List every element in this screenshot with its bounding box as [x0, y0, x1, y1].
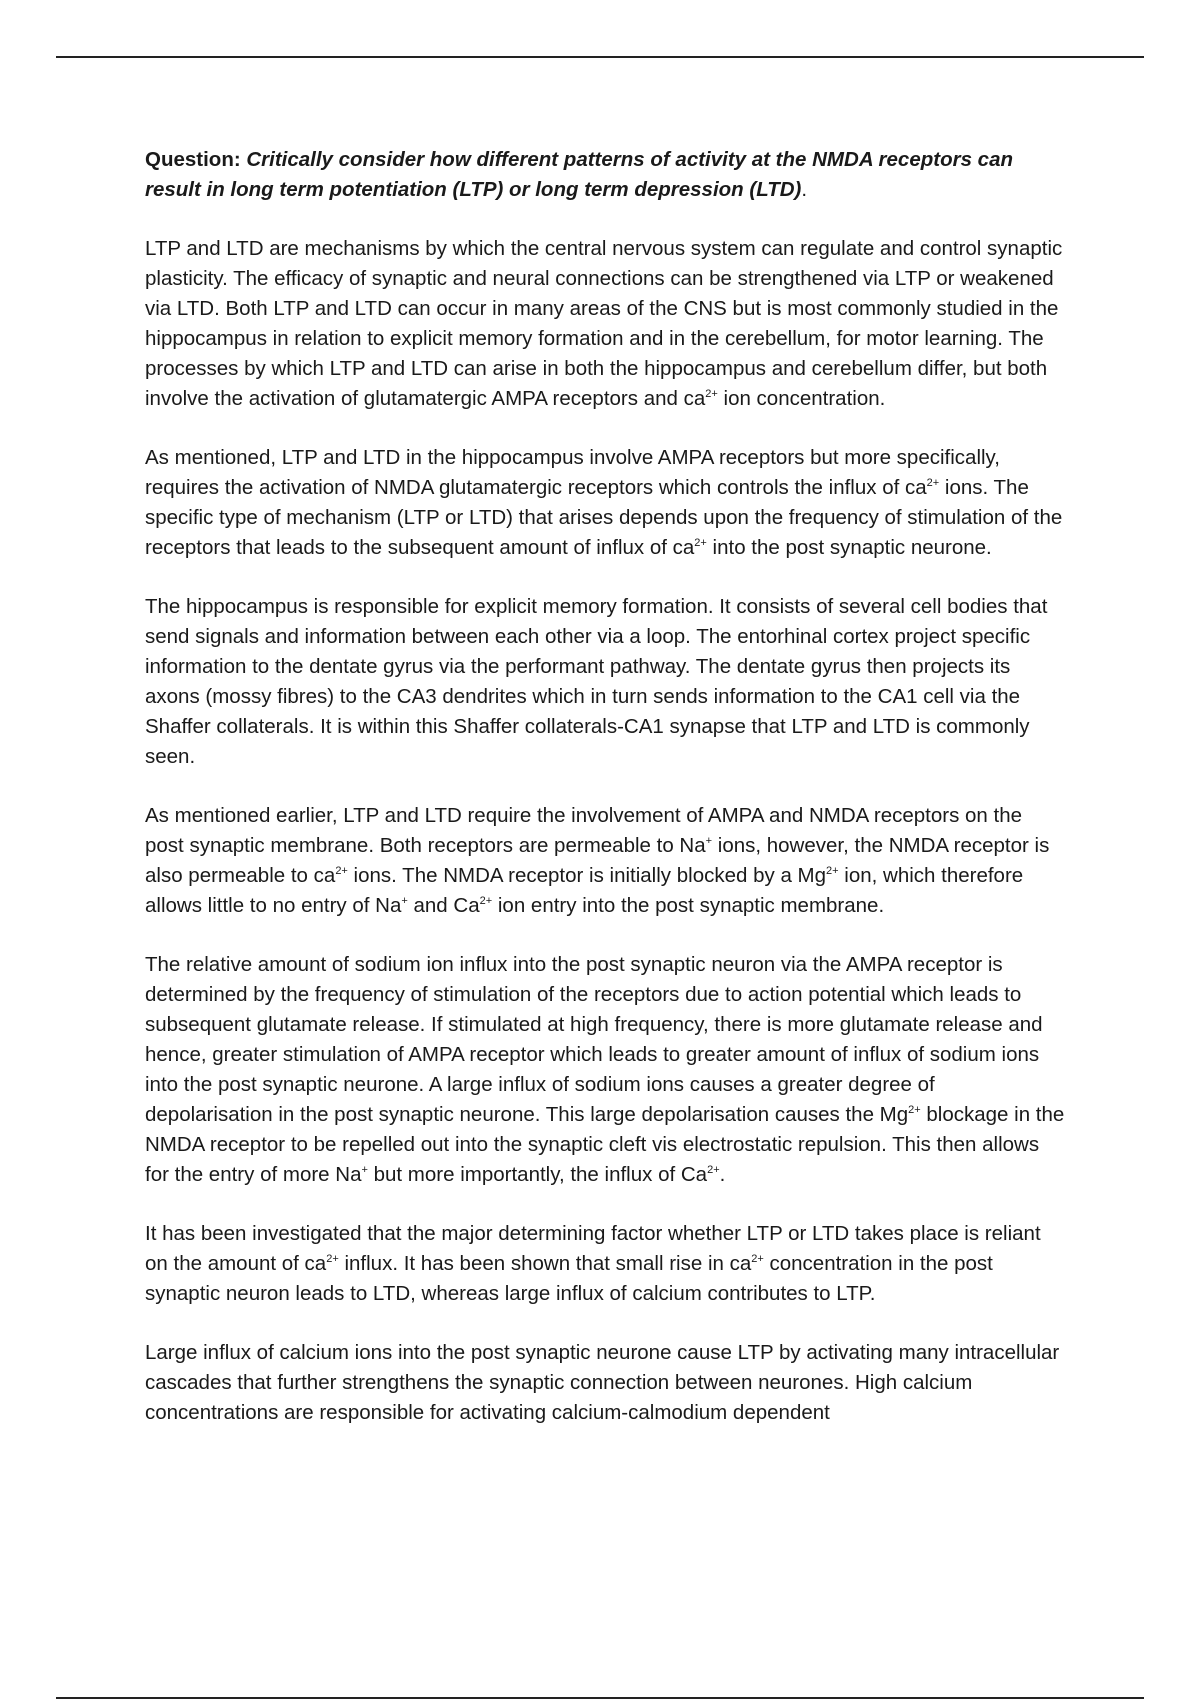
- question-label: Question:: [145, 148, 247, 171]
- paragraph-text: Large influx of calcium ions into the post synaptic neurone cause LTP by activating many intracellular cascades that further strengthens the synaptic connection between neurones. High calcium concentrations are responsible for activating calcium-calmodium dependent: [145, 1341, 1060, 1424]
- superscript-charge: 2+: [335, 865, 348, 878]
- superscript-charge: 2+: [326, 1253, 339, 1266]
- superscript-charge: +: [705, 835, 713, 848]
- paragraph-text: LTP and LTD are mechanisms by which the central nervous system can regulate and control synaptic plasticity. The efficacy of synaptic and neural connections can be strengthened via LTP or weakened via LTD. Both LTP and LTD can occur in many areas of the CNS but is most commonly studied in the hippocampus in relation to explicit memory formation and in the cerebellum, for motor learning. The processes by which LTP and LTD can arise in both the hippocampus and cerebellum differ, but both involve the activation of glutamatergic AMPA receptors and ca: [145, 237, 1063, 410]
- paragraph-text: ion entry into the post synaptic membrane.: [492, 894, 885, 917]
- paragraph-text: The relative amount of sodium ion influx into the post synaptic neuron via the AMPA receptor is determined by the frequency of stimulation of the receptors due to action potential which leads to subsequent glutamate release. If stimulated at high frequency, there is more glutamate release and hence, greater stimulation of AMPA receptor which leads to greater amount of influx of sodium ions into the post synaptic neurone. A large influx of sodium ions causes a greater degree of depolarisation in the post synaptic neurone. This large depolarisation causes the Mg: [145, 953, 1043, 1126]
- document-body: [145, 145, 1065, 1457]
- body-paragraph: [145, 801, 1065, 921]
- paragraph-text: ion concentration.: [717, 387, 886, 410]
- superscript-charge: 2+: [707, 1164, 720, 1177]
- paragraph-text: but more importantly, the influx of Ca: [367, 1163, 708, 1186]
- paragraph-text: and Ca: [407, 894, 480, 917]
- superscript-charge: 2+: [926, 477, 940, 490]
- superscript-charge: 2+: [694, 537, 707, 550]
- body-paragraph: [145, 234, 1065, 414]
- paragraph-text: ions. The NMDA receptor is initially blocked by a Mg: [347, 864, 827, 887]
- body-paragraph: [145, 950, 1065, 1190]
- header-rule: [56, 56, 1144, 58]
- superscript-charge: 2+: [908, 1104, 921, 1117]
- superscript-charge: 2+: [479, 895, 493, 908]
- body-paragraph: [145, 1338, 1065, 1428]
- paragraph-text: .: [719, 1163, 726, 1186]
- question-end: .: [801, 178, 808, 201]
- paragraph-text: influx. It has been shown that small rise in ca: [338, 1252, 752, 1275]
- body-paragraph: [145, 1219, 1065, 1309]
- body-paragraph: [145, 592, 1065, 772]
- paragraph-text: As mentioned, LTP and LTD in the hippocampus involve AMPA receptors but more specifically, requires the activation of NMDA glutamatergic receptors which controls the influx of ca: [145, 446, 1000, 499]
- footer-rule: [56, 1697, 1144, 1699]
- superscript-charge: +: [361, 1164, 368, 1177]
- paragraph-text: ion, which therefore allows little to no entry of Na: [145, 864, 1024, 917]
- superscript-charge: +: [401, 895, 408, 908]
- paragraph-text: It has been investigated that the major determining factor whether LTP or LTD takes place is reliant on the amount of ca: [145, 1222, 1041, 1275]
- body-paragraphs: [145, 234, 1065, 1428]
- paragraph-text: into the post synaptic neurone.: [706, 536, 992, 559]
- superscript-charge: 2+: [705, 388, 718, 401]
- question-paragraph: [145, 145, 1065, 205]
- paragraph-text: The hippocampus is responsible for explicit memory formation. It consists of several cell bodies that send signals and information between each other via a loop. The entorhinal cortex project specific information to the dentate gyrus via the performant pathway. The dentate gyrus then projects its axons (mossy fibres) to the CA3 dendrites which in turn sends information to the CA1 cell via the Shaffer collaterals. It is within this Shaffer collaterals-CA1 synapse that LTP and LTD is commonly seen.: [145, 595, 1048, 768]
- paragraph-text: As mentioned earlier, LTP and LTD require the involvement of AMPA and NMDA receptors on the post synaptic membrane. Both receptors are permeable to Na: [145, 804, 1023, 857]
- question-text: Critically consider how different patterns of activity at the NMDA receptors can result in long term potentiation (LTP) or long term depression (LTD): [145, 148, 1014, 201]
- paragraph-text: ions. The specific type of mechanism (LTP or LTD) that arises depends upon the frequency of stimulation of the receptors that leads to the subsequent amount of influx of ca: [145, 476, 1063, 559]
- paragraph-text: blockage in the NMDA receptor to be repelled out into the synaptic cleft vis electrostatic repulsion. This then allows for the entry of more Na: [145, 1103, 1065, 1186]
- superscript-charge: 2+: [826, 865, 839, 878]
- paragraph-text: concentration in the post synaptic neuron leads to LTD, whereas large influx of calcium contributes to LTP.: [145, 1252, 993, 1305]
- paragraph-text: ions, however, the NMDA receptor is also permeable to ca: [145, 834, 1050, 887]
- body-paragraph: [145, 443, 1065, 563]
- superscript-charge: 2+: [751, 1253, 764, 1266]
